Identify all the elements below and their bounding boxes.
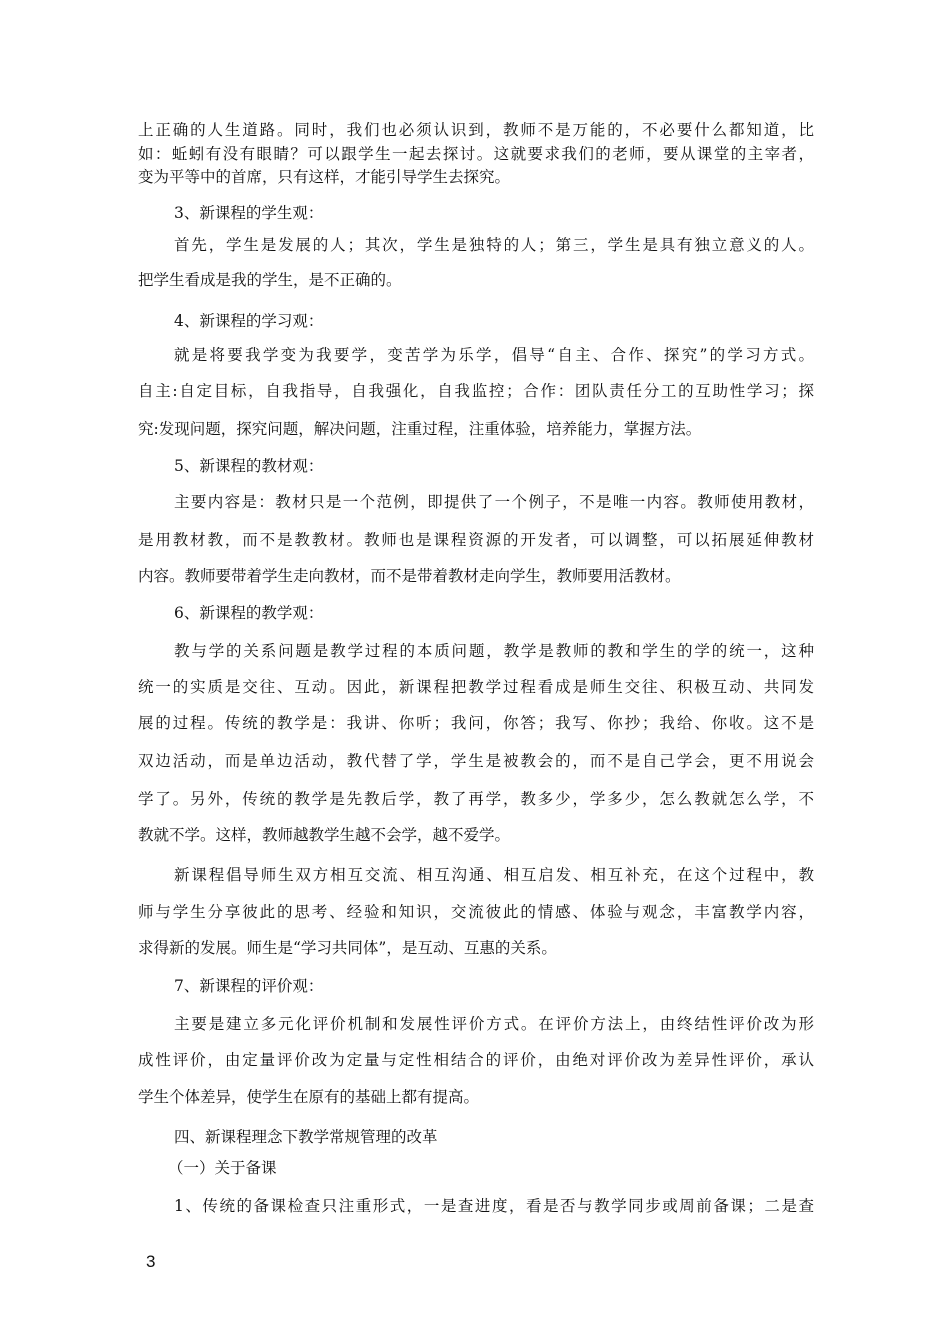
body-text-line: 1、传统的备课检查只注重形式，一是查进度，看是否与教学同步或周前备课；二是查: [174, 1197, 814, 1215]
body-text-line: 是用教材教，而不是教教材。教师也是课程资源的开发者，可以调整，可以拓展延伸教材: [138, 531, 814, 549]
body-text-line: 求得新的发展。师生是“学习共同体”，是互动、互惠的关系。: [138, 939, 557, 957]
section-heading: 7、新课程的评价观：: [174, 977, 324, 995]
body-text-line: 变为平等中的首席，只有这样，才能引导学生去探究。: [138, 168, 511, 186]
section-heading: 3、新课程的学生观：: [174, 204, 324, 222]
chapter-heading: 四、新课程理念下教学常规管理的改革: [174, 1128, 438, 1146]
section-heading: 4、新课程的学习观：: [174, 312, 324, 330]
body-text-line: 内容。教师要带着学生走向教材，而不是带着教材走向学生，教师要用活教材。: [138, 567, 681, 585]
subsection-heading: （一）关于备课: [168, 1159, 277, 1177]
body-text-line: 展的过程。传统的教学是：我讲、你听；我问，你答；我写、你抄；我给、你收。这不是: [138, 714, 814, 732]
body-text-line: 学生个体差异，使学生在原有的基础上都有提高。: [138, 1088, 480, 1106]
body-text-line: 主要内容是：教材只是一个范例，即提供了一个例子，不是唯一内容。教师使用教材，: [174, 493, 814, 511]
body-text-line: 师与学生分享彼此的思考、经验和知识，交流彼此的情感、体验与观念，丰富教学内容，: [138, 903, 814, 921]
body-text-line: 把学生看成是我的学生，是不正确的。: [138, 271, 402, 289]
body-text-line: 成性评价，由定量评价改为定量与定性相结合的评价，由绝对评价改为差异性评价，承认: [138, 1051, 814, 1069]
section-heading: 5、新课程的教材观：: [174, 457, 324, 475]
body-text-line: 学了。另外，传统的教学是先教后学，教了再学，教多少，学多少，怎么教就怎么学，不: [138, 790, 814, 808]
body-text-line: 就是将要我学变为我要学，变苦学为乐学，倡导“自主、合作、探究”的学习方式。: [174, 346, 814, 364]
body-text-line: 教与学的关系问题是教学过程的本质问题，教学是教师的教和学生的学的统一，这种: [174, 642, 814, 660]
body-text-line: 如：蚯蚓有没有眼睛？可以跟学生一起去探讨。这就要求我们的老师，要从课堂的主宰者，: [138, 145, 814, 163]
section-heading: 6、新课程的教学观：: [174, 604, 324, 622]
body-text-line: 主要是建立多元化评价机制和发展性评价方式。在评价方法上，由终结性评价改为形: [174, 1015, 814, 1033]
page-number: 3: [146, 1252, 156, 1271]
body-text-line: 究:发现问题，探究问题，解决问题，注重过程，注重体验，培养能力，掌握方法。: [138, 420, 702, 438]
body-text-line: 教就不学。这样，教师越教学生越不会学，越不爱学。: [138, 826, 511, 844]
body-text-line: 首先，学生是发展的人；其次，学生是独特的人；第三，学生是具有独立意义的人。: [174, 236, 814, 254]
body-text-line: 新课程倡导师生双方相互交流、相互沟通、相互启发、相互补充，在这个过程中，教: [174, 866, 814, 884]
body-text-line: 自主:自定目标，自我指导，自我强化，自我监控；合作：团队责任分工的互助性学习；探: [138, 382, 814, 400]
body-text-line: 双边活动，而是单边活动，教代替了学，学生是被教会的，而不是自己学会，更不用说会: [138, 752, 814, 770]
body-text-line: 上正确的人生道路。同时，我们也必须认识到，教师不是万能的，不必要什么都知道，比: [138, 121, 814, 139]
body-text-line: 统一的实质是交往、互动。因此，新课程把教学过程看成是师生交往、积极互动、共同发: [138, 678, 814, 696]
